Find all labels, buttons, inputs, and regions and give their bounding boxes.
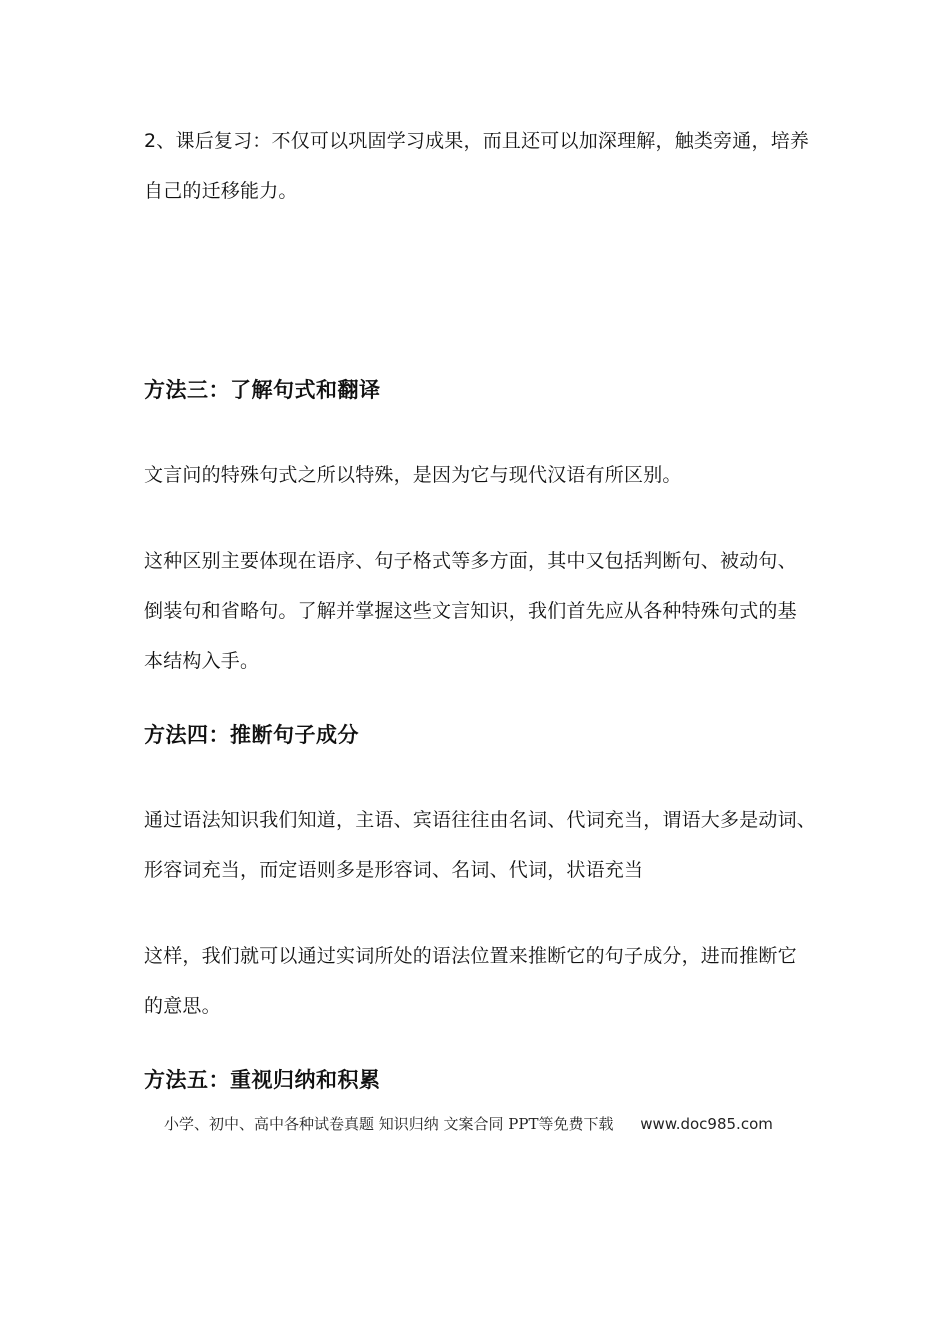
paragraph-grammar-line-2: 形容词充当，而定语则多是形容词、名词、代词，状语充当 — [144, 859, 644, 881]
heading-method-three: 方法三：了解句式和翻译 — [144, 378, 381, 402]
paragraph-inference-line-1: 这样，我们就可以通过实词所处的语法位置来推断它的句子成分，进而推断它 — [144, 945, 797, 967]
paragraph-differences-line-1: 这种区别主要体现在语序、句子格式等多方面，其中又包括判断句、被动句、 — [144, 550, 797, 572]
footer-text: 小学、初中、高中各种试卷真题 知识归纳 文案合同 PPT等免费下载 — [164, 1115, 614, 1133]
page-footer — [164, 1114, 773, 1134]
paragraph-differences-line-2: 倒装句和省略句。了解并掌握这些文言知识，我们首先应从各种特殊句式的基 — [144, 600, 797, 622]
paragraph-inference-line-2: 的意思。 — [144, 995, 221, 1017]
paragraph-review-line-1: 2、课后复习：不仅可以巩固学习成果，而且还可以加深理解，触类旁通，培养 — [144, 130, 810, 152]
heading-method-four: 方法四：推断句子成分 — [144, 723, 359, 747]
footer-site-link[interactable]: www.doc985.com — [640, 1115, 773, 1133]
heading-method-five: 方法五：重视归纳和积累 — [144, 1068, 381, 1092]
paragraph-grammar-line-1: 通过语法知识我们知道，主语、宾语往往由名词、代词充当，谓语大多是动词、 — [144, 809, 817, 831]
paragraph-sentence-patterns-line-1: 文言问的特殊句式之所以特殊，是因为它与现代汉语有所区别。 — [144, 464, 682, 486]
paragraph-differences-line-3: 本结构入手。 — [144, 650, 260, 672]
paragraph-review-line-2: 自己的迁移能力。 — [144, 180, 298, 202]
